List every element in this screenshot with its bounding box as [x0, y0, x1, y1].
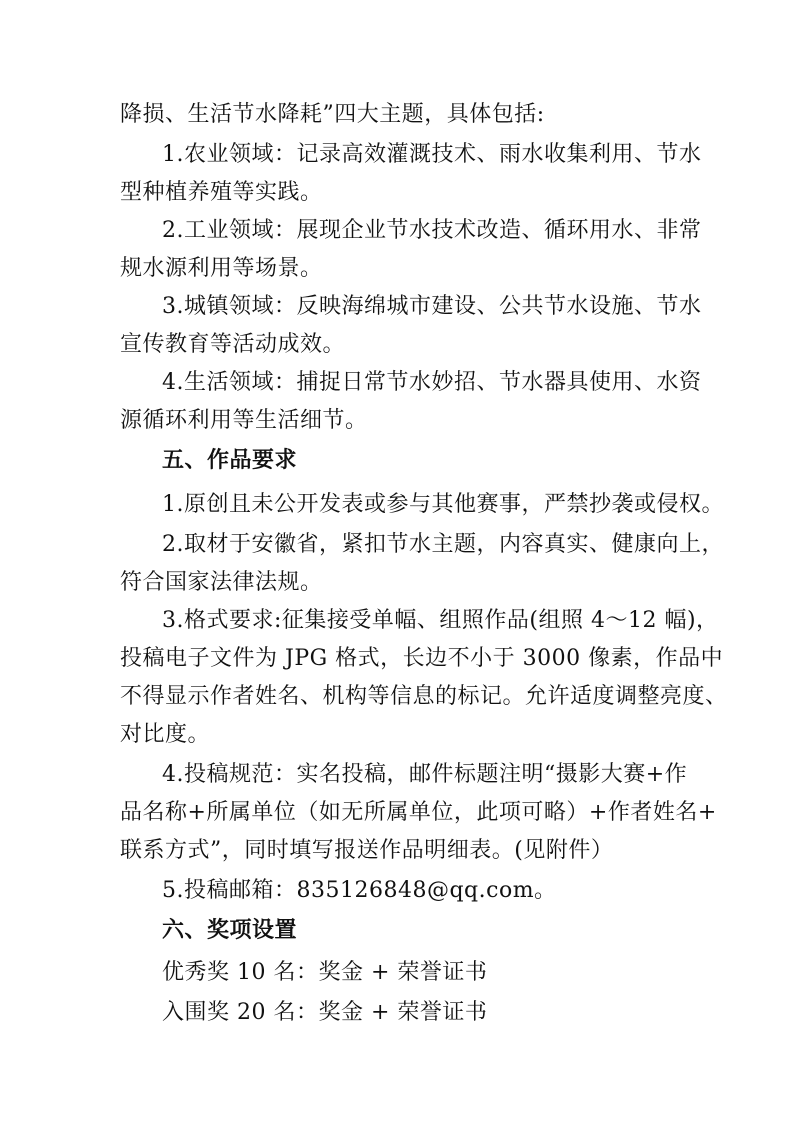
- requirement-2-line1: 2.取材于安徽省，紧扣节水主题，内容真实、健康向上，: [162, 532, 724, 557]
- requirement-4-line2: 品名称+所属单位（如无所属单位，此项可略）+作者姓名+: [120, 800, 717, 825]
- requirement-2-line2: 符合国家法律法规。: [120, 570, 323, 595]
- requirement-4-line3: 联系方式”，同时填写报送作品明细表。(见附件）: [120, 838, 614, 863]
- requirement-5-email: 5.投稿邮箱：835126848@qq.com。: [162, 878, 557, 903]
- item-industry-line1: 2.工业领域：展现企业节水技术改造、循环用水、非常: [162, 218, 702, 243]
- requirement-3-line2: 投稿电子文件为 JPG 格式，长边不小于 3000 像素，作品中: [120, 646, 724, 671]
- item-agriculture-line2: 型种植养殖等实践。: [120, 180, 323, 205]
- requirement-1: 1.原创且未公开发表或参与其他赛事，严禁抄袭或侵权。: [162, 492, 724, 517]
- item-life-line1: 4.生活领域：捕捉日常节水妙招、节水器具使用、水资: [162, 370, 702, 395]
- requirement-3-line4: 对比度。: [120, 722, 211, 747]
- item-urban-line2: 宣传教育等活动成效。: [120, 332, 346, 357]
- requirement-3-line1: 3.格式要求:征集接受单幅、组照作品(组照 4～12 幅)，: [162, 608, 719, 633]
- item-urban-line1: 3.城镇领域：反映海绵城市建设、公共节水设施、节水: [162, 294, 702, 319]
- intro-tail: 降损、生活节水降耗”四大主题，具体包括:: [120, 102, 545, 127]
- section-five-heading: 五、作品要求: [162, 448, 298, 473]
- item-industry-line2: 规水源利用等场景。: [120, 256, 323, 281]
- requirement-3-line3: 不得显示作者姓名、机构等信息的标记。允许适度调整亮度、: [120, 684, 728, 709]
- requirement-4-line1: 4.投稿规范：实名投稿，邮件标题注明“摄影大赛+作: [162, 762, 688, 787]
- item-agriculture-line1: 1.农业领域：记录高效灌溉技术、雨水收集利用、节水: [162, 142, 702, 167]
- section-six-heading: 六、奖项设置: [162, 918, 298, 943]
- award-finalist: 入围奖 20 名：奖金 + 荣誉证书: [162, 1000, 488, 1025]
- item-life-line2: 源循环利用等生活细节。: [120, 408, 368, 433]
- award-excellence: 优秀奖 10 名：奖金 + 荣誉证书: [162, 960, 488, 985]
